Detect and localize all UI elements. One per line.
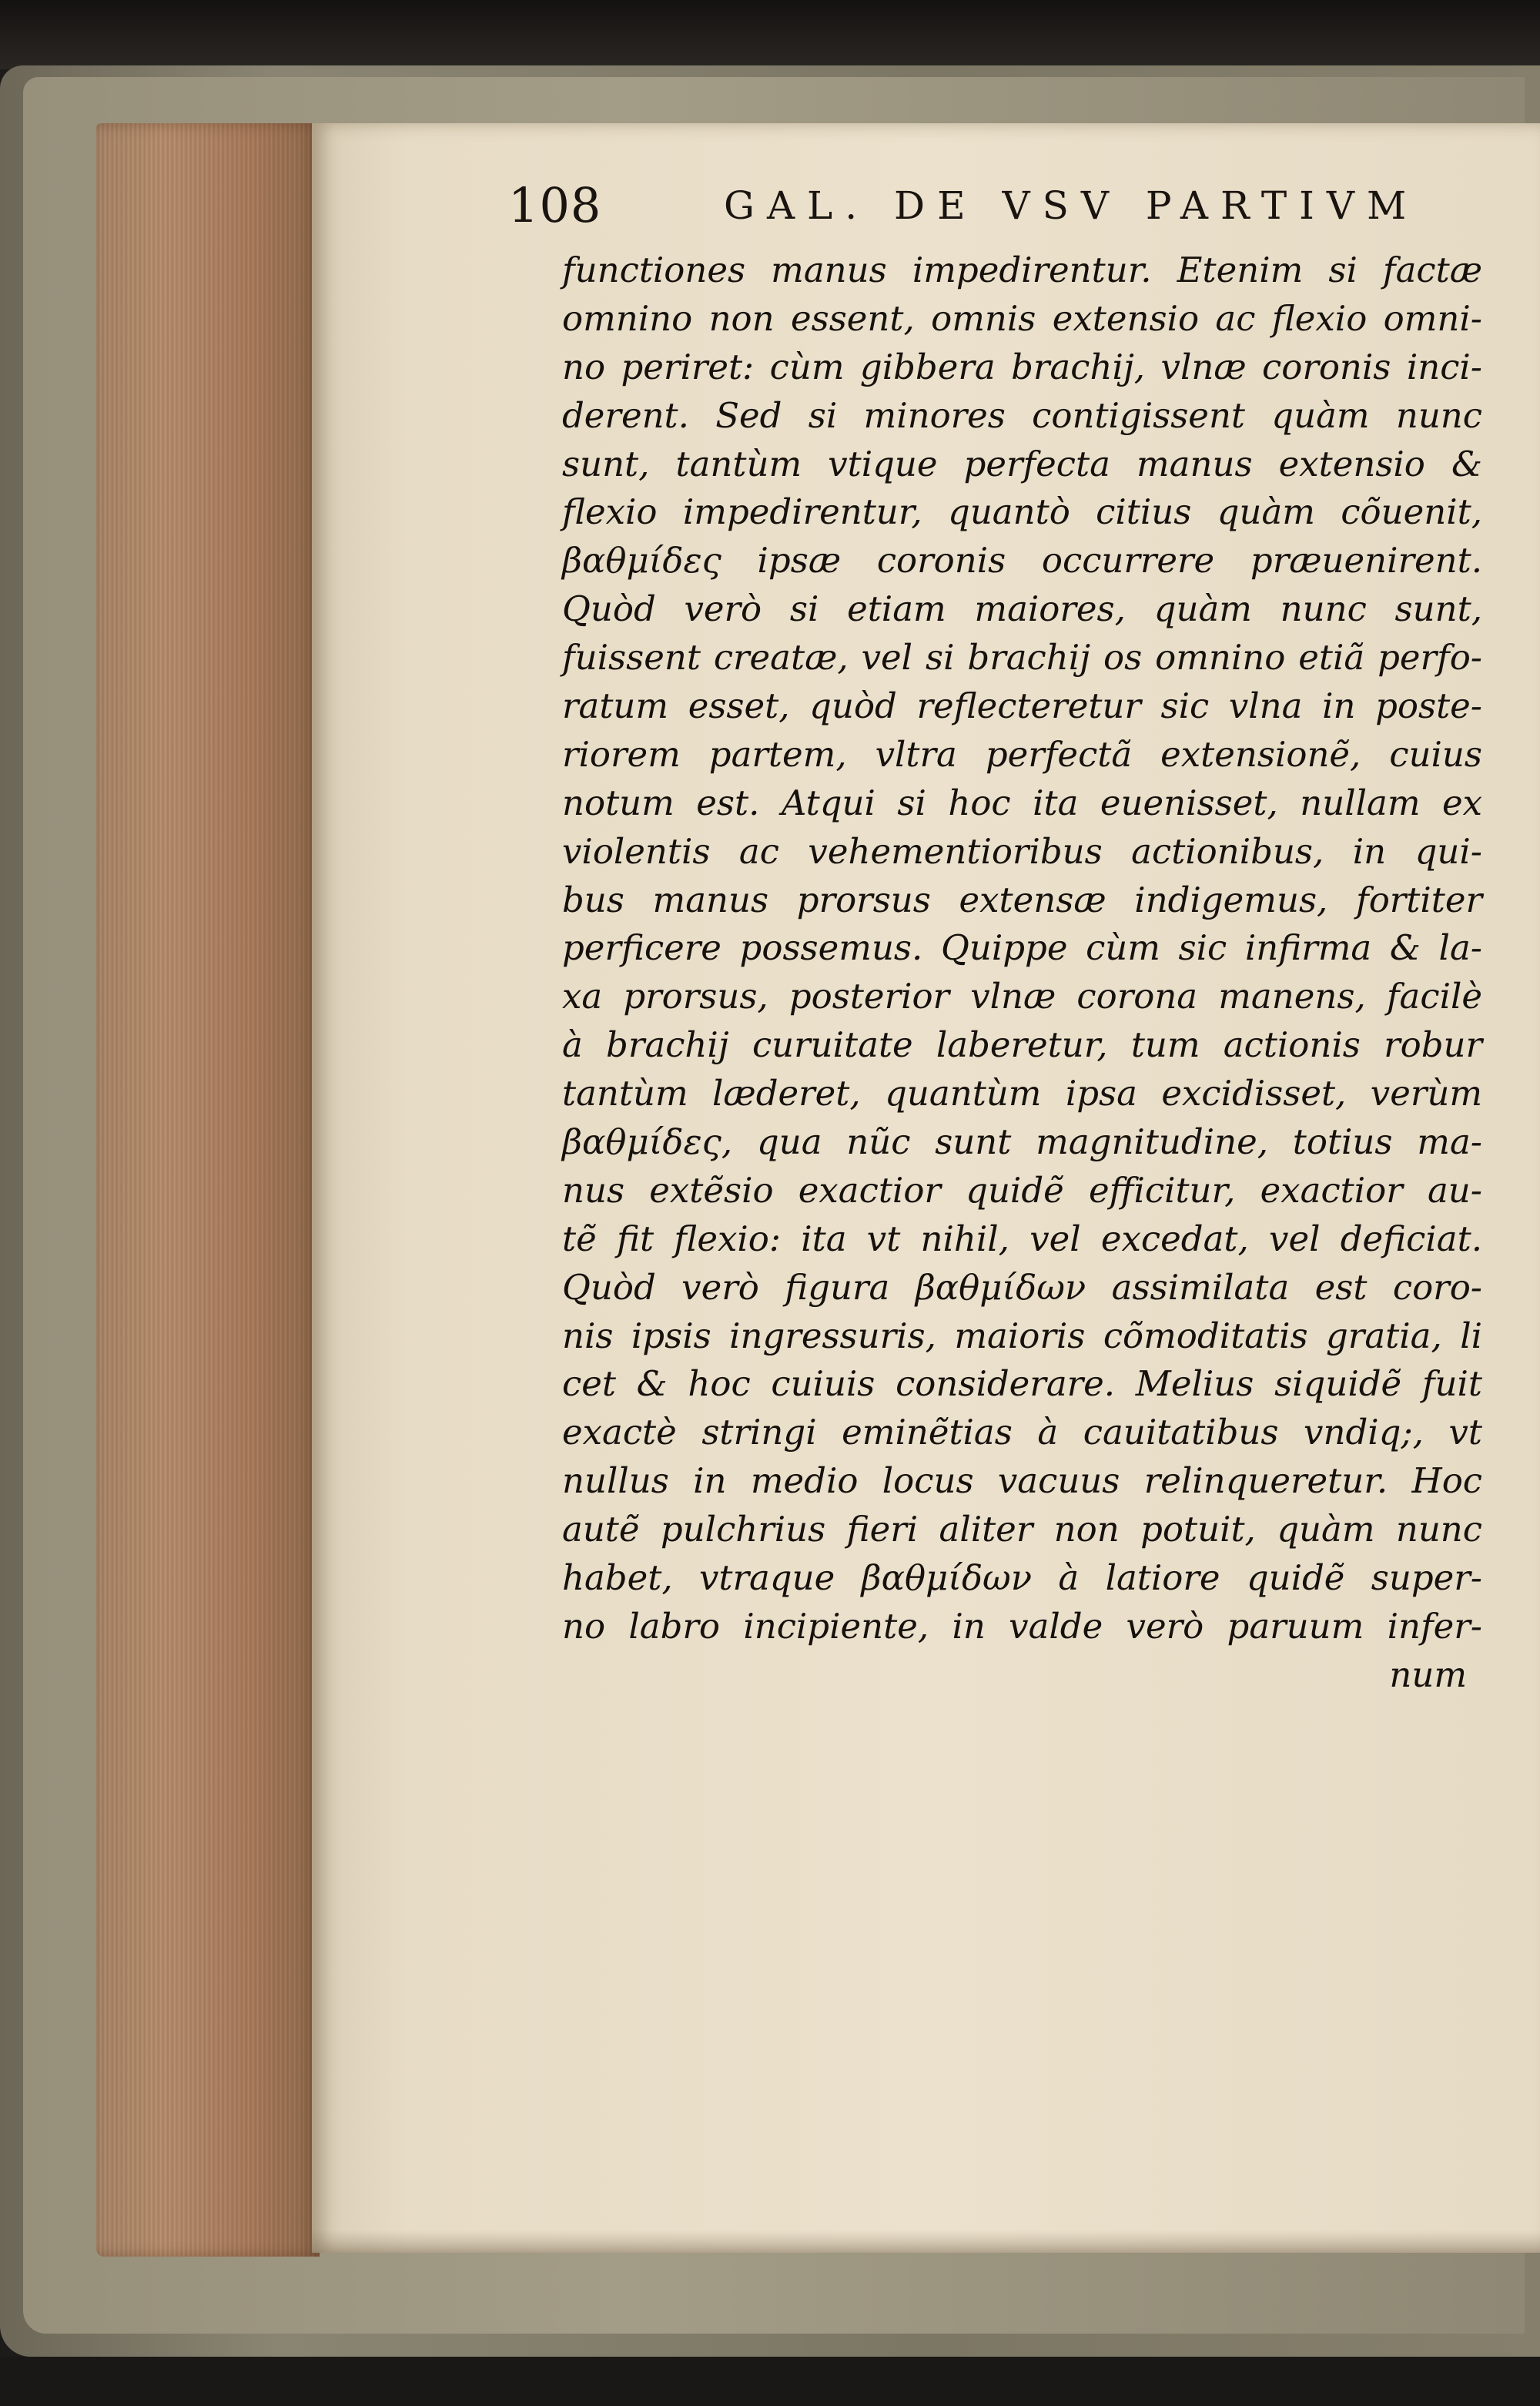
text-line: no periret: cùm gibbera brachij, vlnæ coronis inci-	[562, 346, 1482, 387]
text-line: exactè stringi eminẽtias à cauitatibus vndiq;, vt	[562, 1412, 1482, 1453]
text-line: tantùm læderet, quantùm ipsa excidisset, verùm	[562, 1073, 1482, 1114]
page-number: 108	[508, 177, 602, 233]
dark-background	[0, 0, 1540, 69]
text-line: riorem partem, vltra perfectã extensionẽ, cuius	[562, 733, 1482, 775]
text-line: Quòd verò figura βαθμίδων assimilata est coro-	[562, 1266, 1482, 1308]
text-line: omnino non essent, omnis extensio ac flexio omni-	[562, 297, 1482, 339]
text-line: nis ipsis ingressuris, maioris cõmoditatis gratia, li	[562, 1315, 1482, 1356]
text-line: violentis ac vehementioribus actionibus, in qui-	[562, 830, 1482, 872]
page-header	[508, 177, 1432, 239]
page-fore-edges	[96, 123, 320, 2257]
text-line: ratum esset, quòd reflecteretur sic vlna in poste-	[562, 685, 1482, 727]
text-line: βαθμίδες, qua nũc sunt magnitudine, totius ma-	[562, 1121, 1482, 1163]
text-line: habet, vtraque βαθμίδων à latiore quidẽ super-	[562, 1557, 1482, 1599]
text-line: notum est. Atqui si hoc ita euenisset, nullam ex	[562, 782, 1482, 823]
page-shadow	[312, 2230, 1540, 2253]
text-line: tẽ fit flexio: ita vt nihil, vel excedat, vel deficiat.	[562, 1218, 1482, 1259]
text-line: xa prorsus, posterior vlnæ corona manens, facilè	[562, 976, 1482, 1017]
text-line: à brachij curuitate laberetur, tum actionis robur	[562, 1024, 1482, 1066]
text-line: flexio impedirentur, quantò citius quàm cõuenit,	[562, 491, 1482, 533]
text-line: sunt, tantùm vtique perfecta manus extensio &	[562, 443, 1482, 484]
running-head: GAL. DE VSV PARTIVM	[724, 183, 1419, 228]
text-line: βαθμίδες ipsæ coronis occurrere præuenirent.	[562, 540, 1482, 581]
text-line: derent. Sed si minores contigissent quàm nunc	[562, 394, 1482, 436]
catchword: num	[1389, 1654, 1467, 1695]
text-line: perficere possemus. Quippe cùm sic infirma & la-	[562, 927, 1482, 969]
text-line: fuissent creatæ, vel si brachij os omnino etiã perfo-	[562, 637, 1482, 679]
text-block	[562, 246, 1486, 1700]
text-line: nullus in medio locus vacuus relinqueretur. Hoc	[562, 1460, 1482, 1502]
text-line: bus manus prorsus extensæ indigemus, fortiter	[562, 879, 1482, 920]
text-line: autẽ pulchrius fieri aliter non potuit, quàm nunc	[562, 1509, 1482, 1550]
text-line: cet & hoc cuiuis considerare. Melius siquidẽ fuit	[562, 1363, 1482, 1405]
text-line: nus extẽsio exactior quidẽ efficitur, exactior au-	[562, 1169, 1482, 1211]
text-line: no labro incipiente, in valde verò paruum infer-	[562, 1605, 1482, 1647]
text-line: Quòd verò si etiam maiores, quàm nunc sunt,	[562, 588, 1482, 630]
text-line: functiones manus impedirentur. Etenim si factæ	[562, 250, 1482, 290]
dark-background-bottom	[0, 2357, 1540, 2406]
